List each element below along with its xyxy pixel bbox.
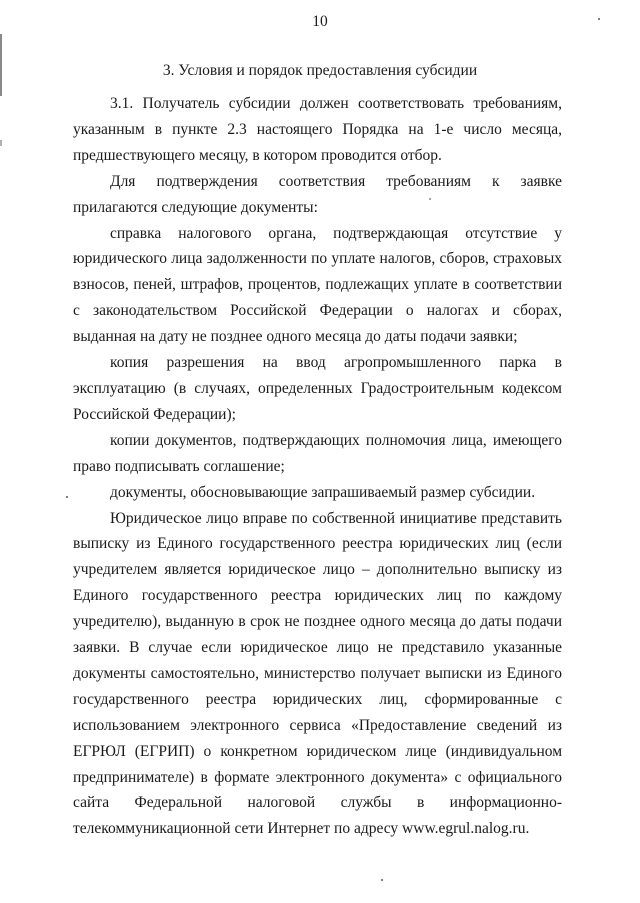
paragraph-subsidy-justification: документы, обосновывающие запрашиваемый размер субсидии. <box>110 483 536 501</box>
scan-speck <box>66 496 68 498</box>
section-heading: 3. Условия и порядок предоставления субсидии <box>162 62 478 79</box>
paragraph-registry-extract: Юридическое лицо вправе по собственной инициативе представить выписку из Единого государственного реестра юридических лиц (если учредителем является юридическое лицо – дополнительно выписку из Единого государственного реестра юридических лиц по каждому учредителю), выданную в срок не позднее одного месяца до даты подачи заявки. В случае если юридическое лицо не представило указанные документы самостоятельно, министерство получает выписки из Единого государственного реестра юридических лиц, сформированные с использованием электронного сервиса «Предоставление сведений из ЕГРЮЛ (ЕГРИП) о конкретном юридическом лице (индивидуальном предпринимателе) в формате электронного документа» с официального сайта Федеральной налоговой службы в информационно-телекоммуникационной сети Интернет по адресу www.egrul.nalog.ru. <box>73 509 562 838</box>
paragraph-permit-copy: копия разрешения на ввод агропромышленного парка в эксплуатацию (в случаях, определенных Градостроительным кодексом Российской Федерации); <box>73 354 562 423</box>
scan-speck <box>381 879 383 881</box>
page-number: 10 <box>312 13 328 30</box>
paragraph-tax-certificate: справка налогового органа, подтверждающая отсутствие у юридического лица задолженности по уплате налогов, сборов, страховых взносов, пеней, штрафов, процентов, подлежащих уплате в соответствии с законодательством Российской Федерации о налогах и сборах, выданная на дату не позднее одного месяца до даты подачи заявки; <box>73 224 562 346</box>
paragraph-authority-copies: копии документов, подтверждающих полномочия лица, имеющего право подписывать соглашение; <box>73 431 562 475</box>
paragraph-documents-intro: Для подтверждения соответствия требованиям к заявке прилагаются следующие документы: <box>73 172 562 216</box>
document-body <box>73 91 562 842</box>
scan-edge-mark <box>0 140 2 146</box>
paragraph-requirements: 3.1. Получатель субсидии должен соответствовать требованиям, указанным в пункте 2.3 настоящего Порядка на 1-е число месяца, предшествующего месяцу, в котором проводится отбор. <box>73 95 562 164</box>
